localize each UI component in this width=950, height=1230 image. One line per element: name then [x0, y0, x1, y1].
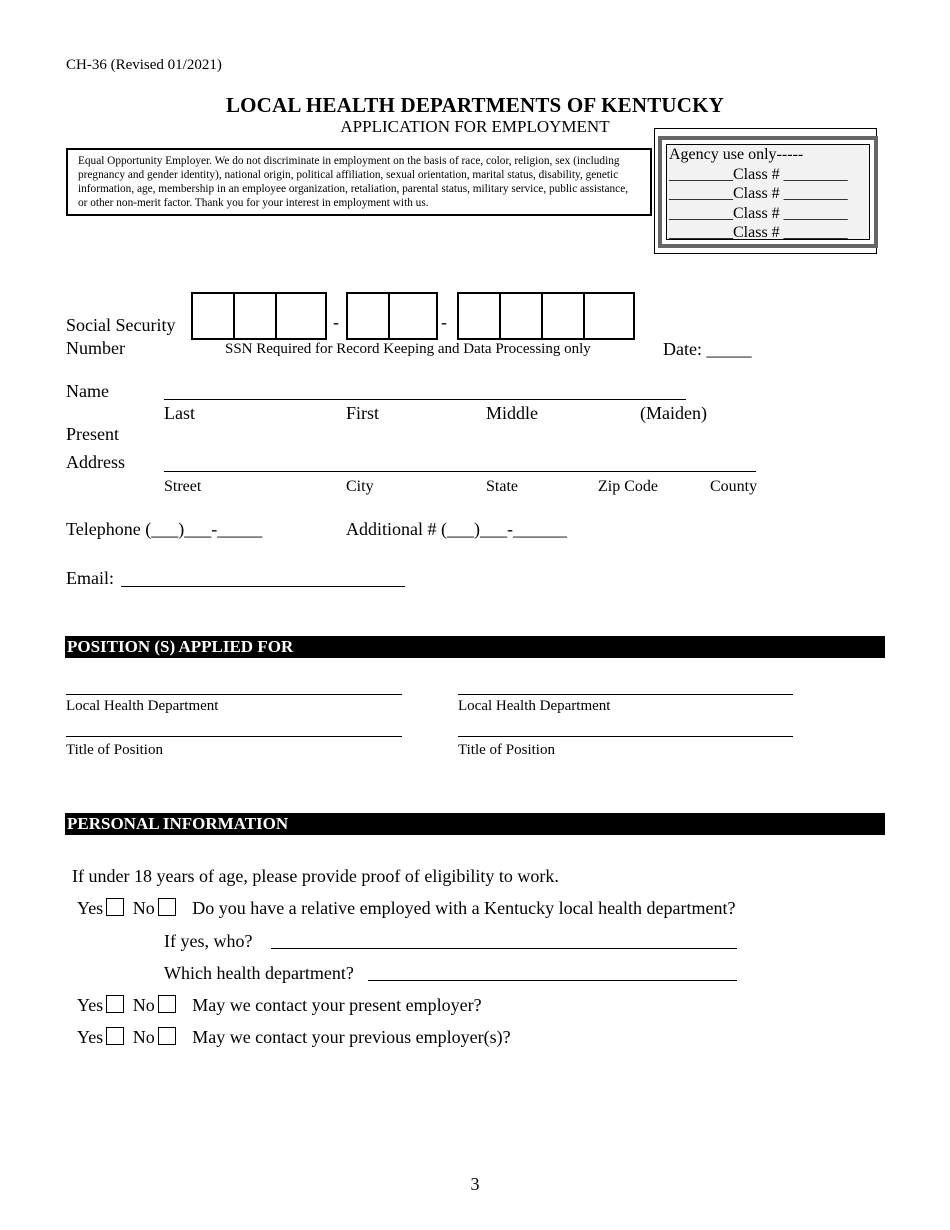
which-department-line[interactable]	[368, 980, 737, 981]
position-title-line-1[interactable]	[66, 736, 402, 737]
previous-employer-yes-checkbox[interactable]	[106, 1027, 124, 1045]
ssn-digit-box[interactable]	[390, 294, 432, 338]
eoe-text: Equal Opportunity Employer. We do not discriminate in employment on the basis of race, color, religion, sex (including pregnancy and gender identity), national origin, political affiliation, sexual orientation, marital status, disability, genetic information, age, membership in an employee organization, retaliation, parental status, military service, public assistance, or other non-merit factor. Thank you for your interest in employment with us.	[78, 155, 629, 209]
ssn-digit-box[interactable]	[501, 294, 543, 338]
telephone-field[interactable]	[66, 519, 262, 540]
relative-no-checkbox[interactable]	[158, 898, 176, 916]
name-maiden-label: (Maiden)	[640, 403, 707, 423]
no-label: No	[132, 898, 155, 918]
address-street-label: Street	[164, 478, 202, 495]
ssn-note: SSN Required for Record Keeping and Data Processing only	[225, 341, 591, 357]
ssn-digit-box[interactable]	[585, 294, 627, 338]
agency-class-row[interactable]: ________Class # ________	[669, 224, 848, 241]
telephone-blank[interactable]: ___)___-_____	[151, 519, 263, 539]
ssn-digit-box[interactable]	[543, 294, 585, 338]
ssn-group-boxes[interactable]	[346, 292, 438, 340]
ssn-digit-box[interactable]	[235, 294, 277, 338]
address-city-label: City	[346, 478, 374, 495]
position-title-line-2[interactable]	[458, 736, 793, 737]
email-label: Email:	[66, 568, 114, 588]
department-label-2: Local Health Department	[458, 698, 611, 714]
position-title-label-1: Title of Position	[66, 742, 163, 758]
if-yes-who-label: If yes, who?	[164, 931, 253, 951]
name-line[interactable]	[164, 399, 686, 400]
telephone-label: Telephone (	[66, 519, 152, 539]
additional-phone-label: Additional #	[346, 519, 441, 539]
if-yes-who-line[interactable]	[271, 948, 737, 949]
eligibility-note: If under 18 years of age, please provide proof of eligibility to work.	[72, 866, 559, 886]
ssn-label-line2: Number	[66, 338, 125, 358]
ssn-dash: -	[441, 312, 447, 332]
ssn-label-line1: Social Security	[66, 315, 176, 335]
department-label-1: Local Health Department	[66, 698, 219, 714]
relative-yes-checkbox[interactable]	[106, 898, 124, 916]
present-employer-row	[77, 995, 482, 1016]
agency-use-box	[658, 136, 878, 248]
agency-class-row[interactable]: ________Class # ________	[669, 165, 848, 183]
personal-section-header: PERSONAL INFORMATION	[65, 813, 885, 835]
agency-class-row[interactable]: ________Class # ________	[669, 204, 848, 222]
no-label: No	[132, 1027, 155, 1047]
positions-section-header: POSITION (S) APPLIED FOR	[65, 636, 885, 658]
which-department-label: Which health department?	[164, 963, 354, 983]
address-label-line1: Present	[66, 424, 119, 444]
address-line[interactable]	[164, 471, 756, 472]
additional-phone-blank[interactable]: (___)___-______	[441, 519, 567, 539]
name-label: Name	[66, 381, 109, 401]
ssn-digit-box[interactable]	[193, 294, 235, 338]
ssn-serial-boxes[interactable]	[457, 292, 635, 340]
date-field[interactable]: Date: _____	[663, 339, 752, 359]
form-subtitle: APPLICATION FOR EMPLOYMENT	[340, 117, 610, 136]
ssn-digit-box[interactable]	[348, 294, 390, 338]
yes-label: Yes	[77, 898, 104, 918]
yes-label: Yes	[77, 995, 104, 1015]
previous-employer-no-checkbox[interactable]	[158, 1027, 176, 1045]
department-line-1[interactable]	[66, 694, 402, 695]
yes-label: Yes	[77, 1027, 104, 1047]
ssn-digit-box[interactable]	[277, 294, 319, 338]
address-zip-label: Zip Code	[598, 478, 658, 495]
present-employer-yes-checkbox[interactable]	[106, 995, 124, 1013]
page-number: 3	[470, 1174, 480, 1194]
department-line-2[interactable]	[458, 694, 793, 695]
address-county-label: County	[710, 478, 758, 495]
ssn-digit-box[interactable]	[459, 294, 501, 338]
name-first-label: First	[346, 403, 380, 423]
ssn-area-boxes[interactable]	[191, 292, 327, 340]
additional-phone-field[interactable]	[346, 519, 567, 540]
agency-heading: Agency use only-----	[669, 146, 804, 163]
equal-opportunity-statement	[66, 148, 652, 216]
email-line[interactable]	[121, 586, 405, 587]
address-state-label: State	[486, 478, 518, 495]
no-label: No	[132, 995, 155, 1015]
relative-question-row	[77, 898, 736, 919]
relative-question: Do you have a relative employed with a Kentucky local health department?	[192, 898, 736, 918]
ssn-dash: -	[333, 312, 339, 332]
previous-employer-question: May we contact your previous employer(s)?	[192, 1027, 511, 1047]
agency-class-row[interactable]: ________Class # ________	[669, 185, 848, 202]
position-title-label-2: Title of Position	[458, 742, 555, 758]
name-last-label: Last	[164, 403, 195, 423]
present-employer-no-checkbox[interactable]	[158, 995, 176, 1013]
address-label-line2: Address	[66, 452, 125, 472]
form-title: LOCAL HEALTH DEPARTMENTS OF KENTUCKY	[225, 93, 725, 117]
name-middle-label: Middle	[486, 403, 538, 423]
previous-employer-row	[77, 1027, 511, 1048]
form-code: CH-36 (Revised 01/2021)	[66, 57, 222, 73]
present-employer-question: May we contact your present employer?	[192, 995, 482, 1015]
